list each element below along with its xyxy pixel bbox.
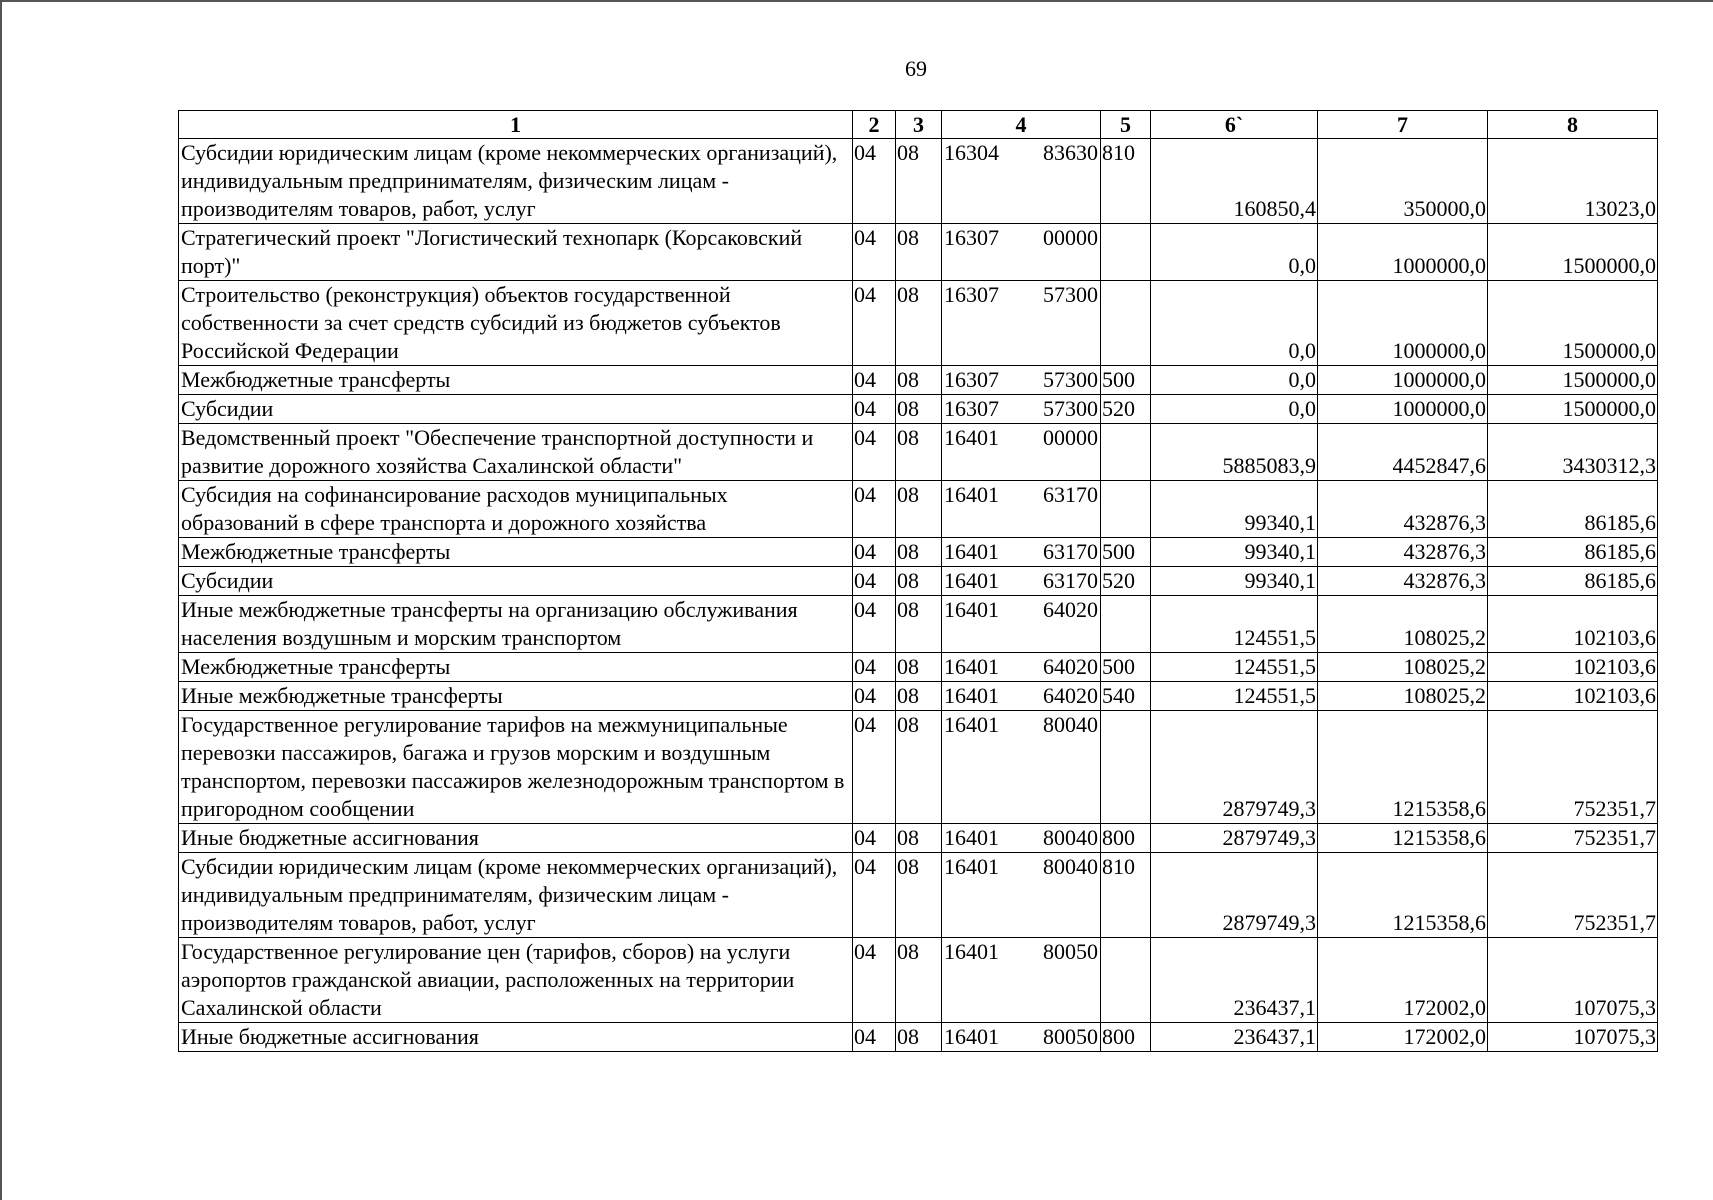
code-program: 16401	[944, 425, 999, 450]
amount-col-7: 432876,3	[1318, 481, 1488, 538]
code-program: 16307	[944, 367, 999, 392]
amount-col-8: 1500000,0	[1488, 281, 1658, 366]
row-name: Межбюджетные трансферты	[179, 538, 853, 567]
table-row	[179, 481, 1658, 538]
amount-col-7: 108025,2	[1318, 682, 1488, 711]
amount-col-6: 99340,1	[1151, 538, 1318, 567]
amount-col-8: 1500000,0	[1488, 366, 1658, 395]
code-direction: 83630	[1043, 140, 1098, 165]
code-program: 16401	[944, 712, 999, 737]
code-subsection: 08	[896, 281, 942, 366]
amount-col-7: 4452847,6	[1318, 424, 1488, 481]
code-direction: 63170	[1043, 568, 1098, 593]
code-section: 04	[853, 139, 896, 224]
code-expense-type	[1101, 281, 1151, 366]
table-row	[179, 538, 1658, 567]
code-target-article	[942, 653, 1101, 682]
code-target-article	[942, 366, 1101, 395]
code-section: 04	[853, 1023, 896, 1052]
amount-col-8: 102103,6	[1488, 653, 1658, 682]
row-name: Межбюджетные трансферты	[179, 653, 853, 682]
code-subsection: 08	[896, 653, 942, 682]
code-target-article	[942, 938, 1101, 1023]
row-name: Субсидии юридическим лицам (кроме некоммерческих организаций), индивидуальным предпринимателям, физическим лицам - производителям товаров, работ, услуг	[179, 139, 853, 224]
row-name: Ведомственный проект "Обеспечение транспортной доступности и развитие дорожного хозяйства Сахалинской области"	[179, 424, 853, 481]
code-expense-type	[1101, 938, 1151, 1023]
table-row	[179, 938, 1658, 1023]
amount-col-7: 350000,0	[1318, 139, 1488, 224]
amount-col-8: 107075,3	[1488, 1023, 1658, 1052]
scan-left-line	[0, 0, 2, 1200]
code-target-article	[942, 281, 1101, 366]
code-direction: 64020	[1043, 683, 1098, 708]
code-target-article	[942, 824, 1101, 853]
code-program: 16401	[944, 939, 999, 964]
row-name: Субсидии	[179, 395, 853, 424]
amount-col-6: 124551,5	[1151, 682, 1318, 711]
table-row	[179, 853, 1658, 938]
code-expense-type: 500	[1101, 366, 1151, 395]
code-subsection: 08	[896, 567, 942, 596]
table-row	[179, 824, 1658, 853]
code-program: 16307	[944, 282, 999, 307]
amount-col-6: 160850,4	[1151, 139, 1318, 224]
code-section: 04	[853, 682, 896, 711]
amount-col-8: 13023,0	[1488, 139, 1658, 224]
code-program: 16307	[944, 225, 999, 250]
code-target-article	[942, 567, 1101, 596]
code-expense-type: 800	[1101, 824, 1151, 853]
code-program: 16401	[944, 825, 999, 850]
amount-col-6: 5885083,9	[1151, 424, 1318, 481]
table-row	[179, 395, 1658, 424]
page-number: 69	[905, 56, 927, 81]
code-expense-type: 500	[1101, 538, 1151, 567]
code-direction: 57300	[1043, 282, 1098, 307]
amount-col-7: 1000000,0	[1318, 224, 1488, 281]
code-expense-type: 520	[1101, 395, 1151, 424]
amount-col-6: 124551,5	[1151, 653, 1318, 682]
amount-col-7: 1000000,0	[1318, 366, 1488, 395]
row-name: Субсидии	[179, 567, 853, 596]
code-expense-type	[1101, 711, 1151, 824]
code-expense-type: 500	[1101, 653, 1151, 682]
code-program: 16401	[944, 683, 999, 708]
code-target-article	[942, 538, 1101, 567]
amount-col-8: 102103,6	[1488, 596, 1658, 653]
code-section: 04	[853, 824, 896, 853]
amount-col-7: 172002,0	[1318, 1023, 1488, 1052]
scan-top-line	[0, 0, 1713, 2]
row-name: Иные межбюджетные трансферты	[179, 682, 853, 711]
code-direction: 00000	[1043, 225, 1098, 250]
row-name: Стратегический проект "Логистический технопарк (Корсаковский порт)"	[179, 224, 853, 281]
code-direction: 57300	[1043, 396, 1098, 421]
amount-col-7: 432876,3	[1318, 538, 1488, 567]
code-program: 16401	[944, 568, 999, 593]
amount-col-6: 236437,1	[1151, 938, 1318, 1023]
amount-col-8: 86185,6	[1488, 567, 1658, 596]
amount-col-6: 0,0	[1151, 366, 1318, 395]
header-col-6: 6`	[1151, 111, 1318, 139]
code-section: 04	[853, 281, 896, 366]
code-subsection: 08	[896, 366, 942, 395]
header-col-5: 5	[1101, 111, 1151, 139]
header-col-8: 8	[1488, 111, 1658, 139]
amount-col-7: 1215358,6	[1318, 711, 1488, 824]
code-expense-type	[1101, 596, 1151, 653]
budget-table	[178, 110, 1658, 1052]
table-row	[179, 139, 1658, 224]
code-program: 16304	[944, 140, 999, 165]
code-expense-type	[1101, 224, 1151, 281]
code-target-article	[942, 596, 1101, 653]
row-name: Строительство (реконструкция) объектов государственной собственности за счет средств субсидий из бюджетов субъектов Российской Федерации	[179, 281, 853, 366]
code-section: 04	[853, 711, 896, 824]
code-expense-type: 810	[1101, 853, 1151, 938]
code-subsection: 08	[896, 481, 942, 538]
code-section: 04	[853, 853, 896, 938]
amount-col-8: 3430312,3	[1488, 424, 1658, 481]
amount-col-6: 236437,1	[1151, 1023, 1318, 1052]
amount-col-6: 0,0	[1151, 224, 1318, 281]
amount-col-6: 2879749,3	[1151, 853, 1318, 938]
budget-table-container	[178, 110, 1658, 1052]
code-program: 16401	[944, 539, 999, 564]
amount-col-7: 172002,0	[1318, 938, 1488, 1023]
code-target-article	[942, 682, 1101, 711]
code-subsection: 08	[896, 824, 942, 853]
amount-col-7: 1000000,0	[1318, 281, 1488, 366]
code-subsection: 08	[896, 596, 942, 653]
code-direction: 63170	[1043, 539, 1098, 564]
code-subsection: 08	[896, 224, 942, 281]
code-direction: 80040	[1043, 712, 1098, 737]
amount-col-7: 1215358,6	[1318, 853, 1488, 938]
code-direction: 57300	[1043, 367, 1098, 392]
amount-col-6: 0,0	[1151, 395, 1318, 424]
amount-col-6: 2879749,3	[1151, 824, 1318, 853]
amount-col-8: 86185,6	[1488, 481, 1658, 538]
amount-col-8: 107075,3	[1488, 938, 1658, 1023]
code-expense-type: 800	[1101, 1023, 1151, 1052]
table-row	[179, 224, 1658, 281]
code-subsection: 08	[896, 538, 942, 567]
amount-col-7: 1000000,0	[1318, 395, 1488, 424]
row-name: Иные бюджетные ассигнования	[179, 824, 853, 853]
amount-col-8: 1500000,0	[1488, 395, 1658, 424]
header-col-2: 2	[853, 111, 896, 139]
code-subsection: 08	[896, 1023, 942, 1052]
code-expense-type	[1101, 481, 1151, 538]
header-col-4: 4	[942, 111, 1101, 139]
table-row	[179, 424, 1658, 481]
amount-col-8: 102103,6	[1488, 682, 1658, 711]
row-name: Иные бюджетные ассигнования	[179, 1023, 853, 1052]
code-direction: 80040	[1043, 854, 1098, 879]
code-direction: 80050	[1043, 939, 1098, 964]
amount-col-7: 108025,2	[1318, 596, 1488, 653]
table-row	[179, 653, 1658, 682]
code-subsection: 08	[896, 711, 942, 824]
header-col-7: 7	[1318, 111, 1488, 139]
amount-col-6: 0,0	[1151, 281, 1318, 366]
amount-col-8: 752351,7	[1488, 853, 1658, 938]
table-row	[179, 567, 1658, 596]
amount-col-8: 752351,7	[1488, 711, 1658, 824]
header-col-3: 3	[896, 111, 942, 139]
amount-col-8: 1500000,0	[1488, 224, 1658, 281]
table-row	[179, 711, 1658, 824]
table-row	[179, 366, 1658, 395]
code-direction: 63170	[1043, 482, 1098, 507]
code-section: 04	[853, 224, 896, 281]
code-program: 16307	[944, 396, 999, 421]
code-direction: 00000	[1043, 425, 1098, 450]
code-section: 04	[853, 366, 896, 395]
code-subsection: 08	[896, 139, 942, 224]
code-program: 16401	[944, 482, 999, 507]
code-program: 16401	[944, 654, 999, 679]
row-name: Государственное регулирование цен (тарифов, сборов) на услуги аэропортов гражданской авиации, расположенных на территории Сахалинской области	[179, 938, 853, 1023]
code-expense-type: 520	[1101, 567, 1151, 596]
row-name: Субсидия на софинансирование расходов муниципальных образований в сфере транспорта и дорожного хозяйства	[179, 481, 853, 538]
code-expense-type: 810	[1101, 139, 1151, 224]
row-name: Государственное регулирование тарифов на межмуниципальные перевозки пассажиров, багажа и грузов морским и воздушным транспортом, перевозки пассажиров железнодорожным транспортом в пригородном сообщении	[179, 711, 853, 824]
code-section: 04	[853, 596, 896, 653]
code-subsection: 08	[896, 682, 942, 711]
table-header-row	[179, 111, 1658, 139]
code-target-article	[942, 1023, 1101, 1052]
row-name: Субсидии юридическим лицам (кроме некоммерческих организаций), индивидуальным предпринимателям, физическим лицам - производителям товаров, работ, услуг	[179, 853, 853, 938]
amount-col-6: 124551,5	[1151, 596, 1318, 653]
code-direction: 80050	[1043, 1024, 1098, 1049]
amount-col-6: 2879749,3	[1151, 711, 1318, 824]
amount-col-7: 108025,2	[1318, 653, 1488, 682]
table-body	[179, 139, 1658, 1052]
amount-col-6: 99340,1	[1151, 567, 1318, 596]
code-target-article	[942, 424, 1101, 481]
amount-col-7: 432876,3	[1318, 567, 1488, 596]
header-col-1: 1	[179, 111, 853, 139]
code-target-article	[942, 224, 1101, 281]
code-subsection: 08	[896, 853, 942, 938]
code-section: 04	[853, 424, 896, 481]
code-section: 04	[853, 538, 896, 567]
code-target-article	[942, 853, 1101, 938]
code-target-article	[942, 711, 1101, 824]
code-section: 04	[853, 395, 896, 424]
code-subsection: 08	[896, 395, 942, 424]
code-direction: 80040	[1043, 825, 1098, 850]
code-target-article	[942, 481, 1101, 538]
code-section: 04	[853, 481, 896, 538]
code-expense-type: 540	[1101, 682, 1151, 711]
code-subsection: 08	[896, 938, 942, 1023]
table-row	[179, 281, 1658, 366]
code-section: 04	[853, 653, 896, 682]
code-program: 16401	[944, 597, 999, 622]
row-name: Иные межбюджетные трансферты на организацию обслуживания населения воздушным и морским транспортом	[179, 596, 853, 653]
table-row	[179, 1023, 1658, 1052]
code-target-article	[942, 139, 1101, 224]
amount-col-7: 1215358,6	[1318, 824, 1488, 853]
code-expense-type	[1101, 424, 1151, 481]
table-row	[179, 682, 1658, 711]
amount-col-8: 752351,7	[1488, 824, 1658, 853]
amount-col-6: 99340,1	[1151, 481, 1318, 538]
row-name: Межбюджетные трансферты	[179, 366, 853, 395]
code-section: 04	[853, 567, 896, 596]
code-direction: 64020	[1043, 654, 1098, 679]
code-direction: 64020	[1043, 597, 1098, 622]
code-program: 16401	[944, 854, 999, 879]
code-target-article	[942, 395, 1101, 424]
code-program: 16401	[944, 1024, 999, 1049]
code-section: 04	[853, 938, 896, 1023]
table-row	[179, 596, 1658, 653]
code-subsection: 08	[896, 424, 942, 481]
amount-col-8: 86185,6	[1488, 538, 1658, 567]
